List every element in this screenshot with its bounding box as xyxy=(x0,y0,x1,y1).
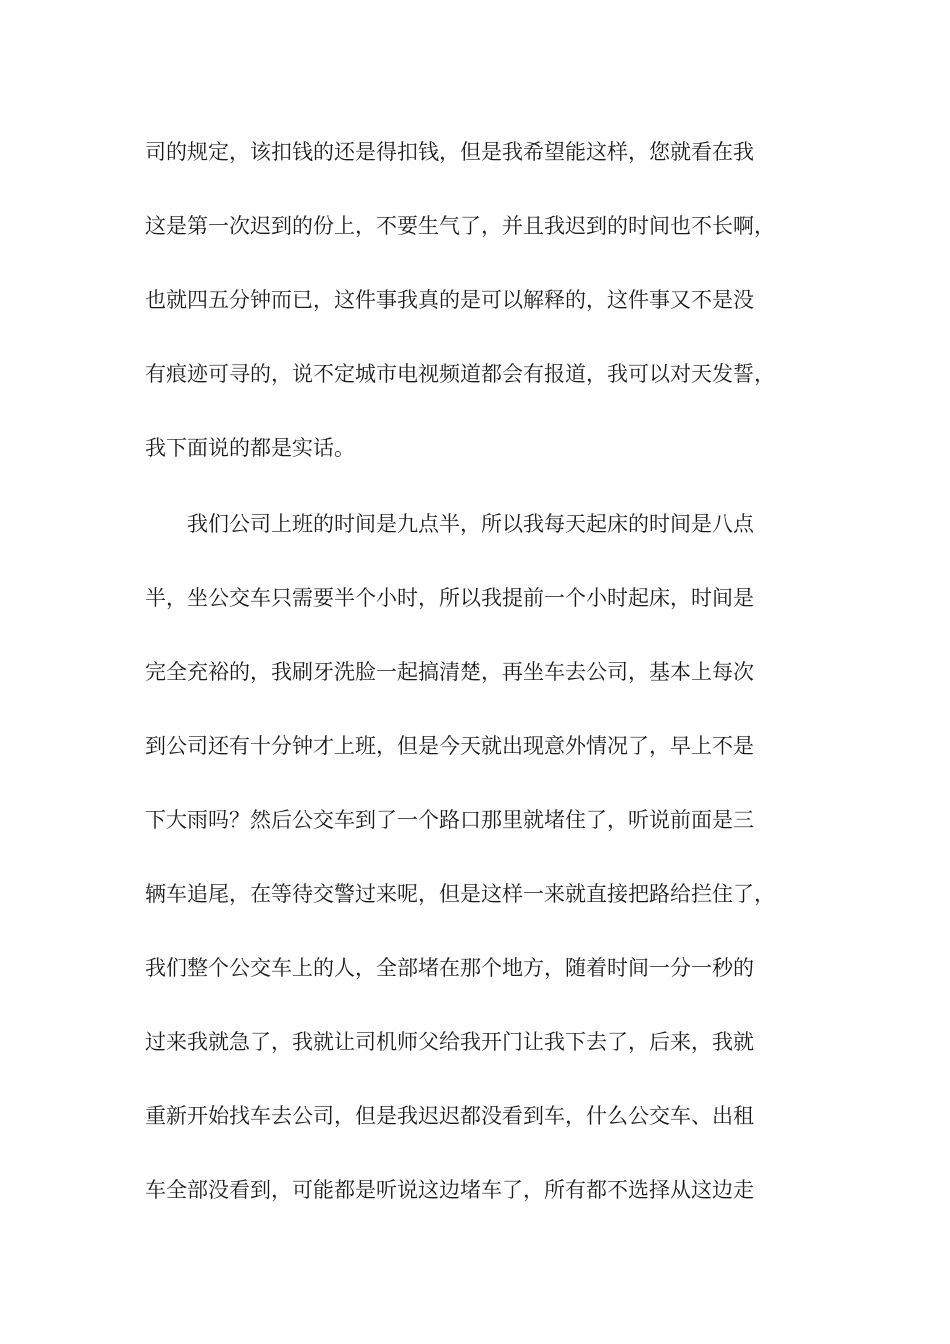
text-line: 到公司还有十分钟才上班，但是今天就出现意外情况了，早上不是 xyxy=(145,734,754,758)
text-line: 辆车追尾，在等待交警过来呢，但是这样一来就直接把路给拦住了， xyxy=(145,882,775,906)
text-line: 这是第一次迟到的份上，不要生气了，并且我迟到的时间也不长啊， xyxy=(145,214,775,238)
text-line: 车全部没看到，可能都是听说这边堵车了，所有都不选择从这边走 xyxy=(145,1178,754,1202)
text-line: 完全充裕的，我刷牙洗脸一起搞清楚，再坐车去公司，基本上每次 xyxy=(145,660,754,684)
text-line: 司的规定，该扣钱的还是得扣钱，但是我希望能这样，您就看在我 xyxy=(145,140,754,164)
text-line: 有痕迹可寻的，说不定城市电视频道都会有报道，我可以对天发誓， xyxy=(145,362,775,386)
text-line: 半，坐公交车只需要半个小时，所以我提前一个小时起床，时间是 xyxy=(145,586,754,610)
text-line: 我们整个公交车上的人，全部堵在那个地方，随着时间一分一秒的 xyxy=(145,956,754,980)
text-line: 我下面说的都是实话。 xyxy=(145,436,355,460)
text-line: 重新开始找车去公司，但是我迟迟都没看到车，什么公交车、出租 xyxy=(145,1104,754,1128)
text-line: 过来我就急了，我就让司机师父给我开门让我下去了，后来，我就 xyxy=(145,1030,754,1054)
text-line-paragraph-start: 我们公司上班的时间是九点半，所以我每天起床的时间是八点 xyxy=(187,512,754,536)
text-line: 下大雨吗？然后公交车到了一个路口那里就堵住了，听说前面是三 xyxy=(145,808,754,832)
text-line: 也就四五分钟而已，这件事我真的是可以解释的，这件事又不是没 xyxy=(145,288,754,312)
